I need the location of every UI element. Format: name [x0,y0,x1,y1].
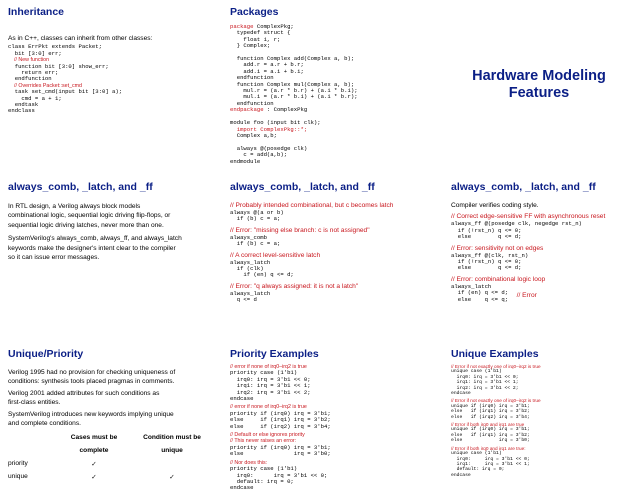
keyword: package [230,23,254,30]
text-line: SystemVerilog's always_comb, always_ff, and always_latch [8,235,182,243]
code-comment: // Error [513,291,537,299]
code-comment: // A correct level-sensitive latch [230,251,321,259]
slide-title: always_comb, _latch, and _ff [230,181,375,193]
matrix-header: Condition must be [143,434,201,442]
code-block: import ComplexPkg::*; [230,125,308,133]
section-headline [446,68,632,102]
text-line: and complete conditions. [8,420,81,428]
code-comment: // Error if both irq0 and irq1 are true: [451,445,526,451]
code-block: always @(a or b) if (b) c = a; [230,209,284,223]
code-block: Complex a,b; always @(posedge clk) c = add(a,b); endmodule [230,131,308,165]
slide-title: always_comb, _latch, and _ff [451,181,596,193]
code-block: priority if (irq0) irq = 3'b1; else if (irq1) irq = 3'b2; else if (irq2) irq = 3'b4; [230,409,331,430]
text-line: In RTL design, a Verilog always block models [8,203,141,210]
code-comment: // Error if not exactly one of irq0–irq2 is true [451,398,541,404]
matrix-row-label: unique [8,473,28,481]
code-comment: // Error if not exactly one of irq0–irq2 is true [451,364,541,369]
check-mark: ✓ [91,473,97,481]
paragraph [8,368,218,387]
code-block: class ErrPkt extends Packet; bit [3:0] err; [8,43,102,57]
matrix-header: unique [161,447,183,455]
always-ff-slide [451,181,634,303]
text-line: combinational logic, sequential logic driving flip-flops, or [8,212,171,220]
check-mark [132,457,212,470]
text-line: Compiler verifies coding style. [451,202,539,209]
code-comment: // Error: combinational logic loop [451,275,546,283]
code-block: priority case (1'b1) irq0: irq = 3'b1 << 0; irq1: irq = 3'b1 << 1; irq2: irq = 3'b1 << 2; endcase [230,369,311,403]
headline-line: Hardware Modeling [472,68,606,84]
code-block: always_latch if (clk) if (en) q <= d; [230,258,294,279]
paragraph [8,202,218,230]
code-block: typedef struct { float i, r; } Complex; function Complex add(Complex a, b); add.r = a.r + b.r; add.i = a.i + b.i; endfunction function Complex mul(Complex a, b); mul.r = (a.r * b.r) + (a.i * b.i); mul.i = (a.r * b.i) + (a.i * b.r); endfunction [236,29,358,107]
code-block: unique if (irq0) irq = 3'b1; else if (irq1) irq = 3'b2; else if (irq2) irq = 3'b4; [451,403,530,420]
code-block: function bit [3:0] show_err; return err; endfunction [14,62,109,83]
priority-examples-slide [230,348,435,492]
code-comment: // Error: "missing else branch: c is not assigned" [230,226,370,234]
code-block: priority if (irq0) irq = 3'b1; else irq = 3'b0; [230,443,331,458]
code-block: always_ff @(posedge clk, negedge rst_n) if (!rst_n) q <= 0; else q <= d; [451,220,582,241]
text-line: sequential logic driving latches, never more than one. [8,221,164,229]
text-line: Verilog 2001 added attributes for such conditions as [8,389,160,397]
code-block: unique case (1'b1) irq0: irq = 3'b1 << 0; irq1: irq = 3'b1 << 1; default: irq = 0; endcase [451,451,530,478]
code-comment: // Correct edge-sensitive FF with asynchronous reset [451,213,606,221]
code-comment: // Overrides Packet::set_cmd [14,82,83,89]
paragraph [8,389,218,408]
unique-priority-slide [8,348,218,483]
slide-title: Priority Examples [230,348,319,360]
text-line: Verilog 1995 had no provision for checking uniqueness of [8,369,176,376]
slide-title: Packages [230,6,279,18]
code-block: always_latch if (en) q <= d; else q <= q; [451,282,509,303]
check-mark: ✓ [91,460,97,468]
code-comment: // Error: sensitivity not on edges [451,244,544,252]
headline-line: Features [508,85,570,101]
matrix-row [8,457,212,470]
always-intro-slide [8,181,218,262]
matrix-header-row [8,431,212,444]
code-block: unique case (1'b1) irq0: irq = 3'b1 << 0; irq1: irq = 3'b1 << 1; irq2: irq = 3'b1 << 2; endcase [451,369,519,397]
keyword: endpackage [230,106,264,114]
code-with-comment [451,284,634,303]
matrix-header: Cases must be [70,434,118,442]
slide-title: Unique Examples [451,348,539,360]
check-mark: ✓ [169,473,175,481]
text-line: keywords make the designer's intent clear to the compiler [8,244,176,252]
paragraph [8,410,218,429]
matrix-row [8,470,212,483]
matrix-header-row [8,444,212,457]
text-line: so it can issue error messages. [8,254,100,262]
matrix-corner [8,444,56,457]
always-examples-slide [230,181,435,304]
code-comment: // New function [14,57,50,64]
code-comment: // Nor does this: [230,459,268,466]
text-line: SystemVerilog introduces new keywords implying unique [8,410,174,418]
code-comment: // Error: "q always assigned: it is not a latch" [230,282,359,290]
code-block: always_latch q <= d [230,289,271,304]
slide-title: Unique/Priority [8,348,84,360]
code-comment: // error if none of irq0–irq2 is true [230,404,307,411]
code-comment: // error if none of irq0–irq2 is true [230,364,307,370]
code-block: always_comb if (b) c = a; [230,233,281,248]
unique-examples-slide [451,348,634,478]
code-block: priority case (1'b1) irq0: irq = 3'b1 << 0; default: irq = 0; endcase [230,465,328,492]
code-text: ComplexPkg; [253,23,294,30]
code-comment: // Error if both irq0 and irq1 are true [451,422,525,428]
code-text: : ComplexPkg [263,106,308,114]
keyword-matrix [8,431,212,483]
matrix-row-label: priority [8,460,28,468]
slide-title: always_comb, _latch, and _ff [8,181,153,193]
code-block: module foo (input bit clk); [230,119,321,127]
code-comment: // Probably intended combinational, but c becomes latch [230,202,394,209]
packages-slide [230,6,435,165]
intro-text: As in C++, classes can inherit from other classes: [8,35,153,42]
text-line: first-class entities. [8,399,61,407]
code-block: unique if (irq0) irq = 3'b1; else if (irq1) irq = 3'b2; else irq = 3'b0; [451,427,530,444]
code-comment: // Default or else ignores priority // This never raises an error: [230,432,305,445]
code-block: task set_cmd(input bit [3:0] a); cmd = a + 1; endtask endclass [8,88,123,115]
matrix-corner [8,431,56,444]
inheritance-slide [8,6,208,115]
matrix-header: complete [79,447,109,455]
slide-title: Inheritance [8,6,65,18]
code-block: always_ff @(clk, rst_n) if (!rst_n) q <= 0; else q <= d; [451,251,529,272]
paragraph [8,234,218,262]
text-line: conditions: synthesis tools placed pragmas in comments. [8,378,175,386]
